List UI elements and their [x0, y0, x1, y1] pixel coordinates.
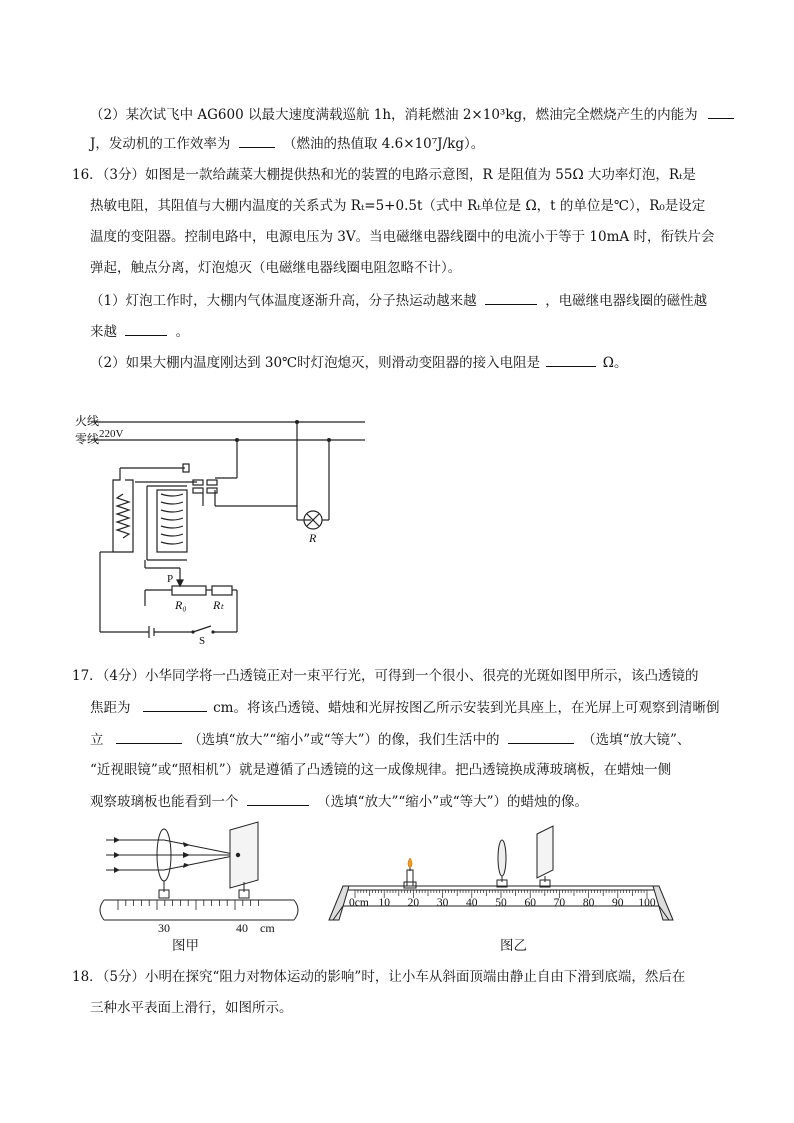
q18-line2: 三种水平表面上滑行，如图所示。	[90, 1000, 293, 1016]
bench-tick-label: 50	[495, 897, 507, 909]
bench-tick-label: 90	[612, 897, 624, 909]
answer-blank[interactable]	[546, 352, 596, 367]
answer-blank[interactable]	[239, 133, 275, 148]
q15-line2: J，发动机的工作效率为 （燃油的热值取 4.6×10⁷J/kg）。	[90, 133, 484, 154]
q16-line1: 16．（3分）如图是一款给蔬菜大棚提供热和光的装置的电路示意图，R 是阻值为 55Ω 大功率灯泡，Rₜ是	[72, 167, 696, 183]
live-wire-label: 火线	[75, 414, 100, 428]
bench-tick-label: 0cm	[349, 897, 369, 909]
bench-tick-label: 80	[582, 897, 595, 909]
q18-line1: 18．（5分）小明在探究“阻力对物体运动的影响”时，让小车从斜面顶端由静止自由下滑到底端，然后在	[72, 969, 686, 985]
bench-tick-label: 10	[378, 897, 390, 909]
q17-line4: “近视眼镜”或“照相机”）就是遵循了凸透镜的这一成像规律。把凸透镜换成薄玻璃板，在蜡烛一侧	[90, 762, 672, 778]
q17-line5: 观察玻璃板也能看到一个 （选填“放大”“缩小”或“等大”）的蜡烛的像。	[90, 791, 588, 812]
switch-label: S	[199, 635, 206, 647]
bench-tick-label: 40	[466, 897, 478, 909]
bench-tick-label: 100	[638, 897, 656, 909]
lamp-label: R	[309, 531, 317, 545]
rt-label: Rₜ	[213, 598, 224, 612]
answer-blank[interactable]	[508, 729, 574, 744]
answer-blank[interactable]	[125, 321, 167, 336]
figure-yi	[325, 822, 685, 926]
bench-tick-label: 60	[524, 897, 536, 909]
answer-blank[interactable]	[116, 729, 182, 744]
bench-tick-label: 20	[407, 897, 420, 909]
figure-jia	[98, 822, 302, 935]
voltage-label: 220V	[99, 428, 124, 440]
tick-label-40: 40	[236, 921, 248, 935]
q16-line7: （2）如果大棚内温度刚达到 30℃时灯泡熄灭，则滑动变阻器的接入电阻是 Ω。	[90, 352, 627, 373]
answer-blank[interactable]	[143, 697, 207, 712]
answer-blank[interactable]	[708, 104, 734, 119]
slider-label: P	[167, 573, 174, 585]
answer-blank[interactable]	[485, 290, 537, 305]
q16-line5: （1）灯泡工作时，大棚内气体温度逐渐升高，分子热运动越来越 ，电磁继电器线圈的磁性越	[90, 290, 707, 311]
bench-tick-label: 70	[553, 897, 566, 909]
neutral-wire-label: 零线	[75, 432, 100, 446]
tick-label-30: 30	[158, 921, 170, 935]
q17-line3: 立 （选填“放大”“缩小”或“等大”）的像，我们生活中的 （选填“放大镜”、	[90, 729, 690, 750]
caption-jia: 图甲	[172, 938, 199, 954]
q16-line6: 来越 。	[90, 321, 189, 342]
q17-line1: 17．（4分）小华同学将一凸透镜正对一束平行光，可得到一个很小、很亮的光斑如图甲所示，该凸透镜的	[72, 668, 699, 684]
unit-label: cm	[260, 921, 275, 935]
answer-blank[interactable]	[247, 791, 309, 806]
ruler-ticks	[118, 900, 258, 910]
bench-tick-label: 30	[436, 897, 449, 909]
q16-line3: 温度的变阻器。控制电路中，电源电压为 3V。当电磁继电器线圈中的电流小于等于 10mA 时，衔铁片会	[90, 229, 715, 245]
r0-label: R₀	[175, 598, 187, 612]
q16-line2: 热敏电阻，其阻值与大棚内温度的关系式为 Rₜ=5+0.5t（式中 Rₜ单位是 Ω，t 的单位是℃），R₀是设定	[90, 198, 706, 214]
q15-line1: （2）某次试飞中 AG600 以最大速度满载巡航 1h，消耗燃油 2×10³kg，燃油完全燃烧产生的内能为	[90, 104, 734, 125]
caption-yi: 图乙	[500, 938, 527, 954]
q16-line4: 弹起，触点分离，灯泡熄灭（电磁继电器线圈电阻忽略不计）。	[90, 260, 462, 276]
q17-line2: 焦距为 cm。将该凸透镜、蜡烛和光屏按图乙所示安装到光具座上，在光屏上可观察到清晰倒	[90, 697, 719, 718]
circuit-diagram	[75, 410, 375, 647]
